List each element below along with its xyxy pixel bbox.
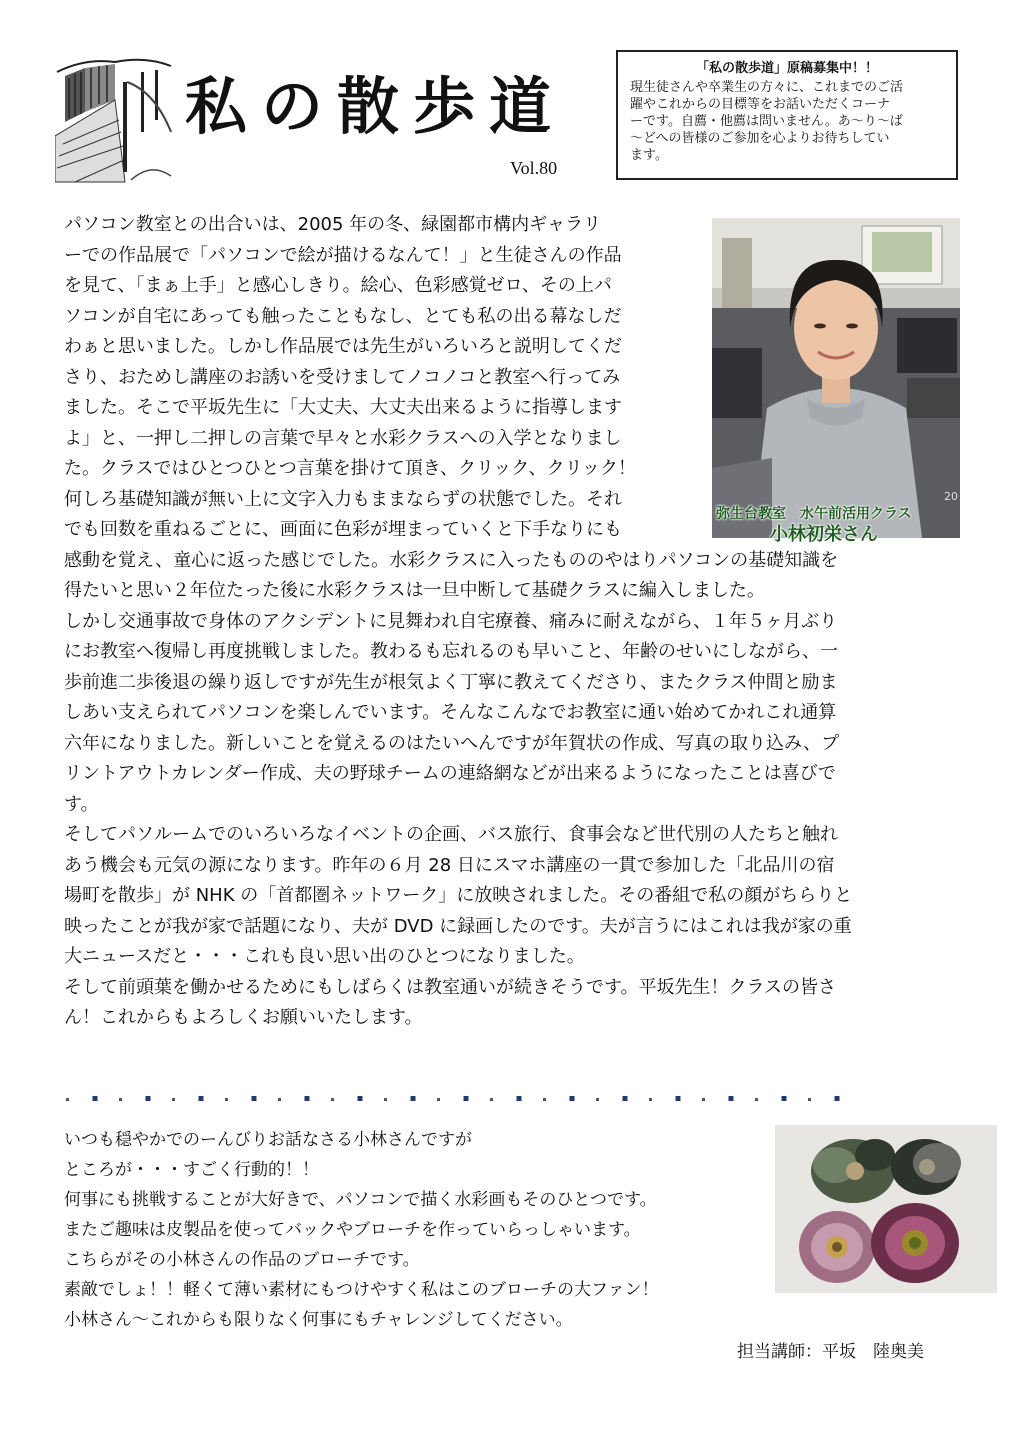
separator-dot <box>835 1096 840 1101</box>
closing-line: またご趣味は皮製品を使ってバックやブローチを作っていらっしゃいます。 <box>64 1220 641 1240</box>
article-line: よ」と、一押し二押しの言葉で早々と水彩クラスへの入学となりまし <box>64 427 622 449</box>
separator-dot <box>146 1096 151 1101</box>
article-line: ました。そこで平坂先生に「大丈夫、大丈夫出来るように指導します <box>64 397 622 418</box>
article-line: ーでの作品展で「パソコンで絵が描けるなんて！」と生徒さんの作品 <box>64 244 622 266</box>
separator-dot <box>358 1096 363 1101</box>
notice-line: 躍やこれからの目標等をお話いただくコーナ <box>630 97 891 112</box>
separator-dot <box>596 1098 599 1101</box>
photo-date-stamp: 20 <box>944 490 958 503</box>
separator-dot <box>676 1096 681 1101</box>
separator-dot <box>119 1098 122 1101</box>
notice-body <box>630 79 944 164</box>
closing-line: ところが・・・すごく行動的！！ <box>64 1160 319 1180</box>
article-line: そしてパソルームでのいろいろなイベントの企画、バス旅行、食事会など世代別の人たちと触れ <box>64 824 838 845</box>
article-line: あう機会も元気の源になります。昨年の６月 28 日にスマホ講座の一貫で参加した「北品川の宿 <box>64 854 835 876</box>
separator-dot <box>808 1098 811 1101</box>
separator-dot <box>252 1096 257 1101</box>
separator-dot <box>225 1098 228 1101</box>
separator-dot <box>702 1098 705 1101</box>
separator-dot <box>755 1098 758 1101</box>
street-sketch-illustration <box>55 52 173 184</box>
article-line: 何しろ基礎知識が無い上に文字入力もままならずの状態でした。それ <box>64 488 622 510</box>
closing-comment <box>64 1125 659 1335</box>
separator-dot <box>93 1096 98 1101</box>
article-line: さり、おためし講座のお誘いを受けましてノコノコと教室へ行ってみ <box>64 366 621 388</box>
notice-line: ーです。自薦・他薦は問いません。あ～り～ば <box>630 114 903 129</box>
separator-dot <box>437 1098 440 1101</box>
article-line: リントアウトカレンダー作成、夫の野球チームの連絡網などが出来るようになったことは喜びで <box>64 763 836 784</box>
notice-line: 現生徒さんや卒業生の方々に、これまでのご活 <box>630 80 904 95</box>
separator-dot <box>464 1096 469 1101</box>
article-line: 得たいと思い２年位たった後に水彩クラスは一旦中断して基礎クラスに編入しました。 <box>64 580 765 601</box>
separator-dot <box>570 1096 575 1101</box>
article-line: た。クラスではひとつひとつ言葉を掛けて頂き、クリック、クリック！ <box>64 458 636 479</box>
article-line: パソコン教室との出合いは、2005 年の冬、緑園都市構内ギャラリ <box>64 214 602 235</box>
brooch-photo <box>775 1125 997 1293</box>
separator-dot <box>649 1098 652 1101</box>
separator-dot <box>66 1098 69 1101</box>
article-line: わぁと思いました。しかし作品展では先生がいろいろと説明してくだ <box>64 336 622 357</box>
article-line: 場町を散歩」が NHK の「首都圏ネットワーク」に放映されました。その番組で私の顔がちらりと <box>64 885 853 906</box>
article-line: す。 <box>64 793 99 815</box>
closing-line: 何事にも挑戦することが大好きで、パソコンで描く水彩画もそのひとつです。 <box>64 1190 657 1210</box>
separator-dot <box>411 1096 416 1101</box>
separator-dot <box>729 1096 734 1101</box>
separator-dot <box>517 1096 522 1101</box>
separator-dot <box>623 1096 628 1101</box>
article-line: にお教室へ復帰し再度挑戦しました。教わるも忘れるのも早いこと、年齢のせいにしながら、一 <box>64 641 838 662</box>
portrait-caption-name: 小林初栄さん <box>770 524 878 545</box>
portrait-caption-class: 弥生台教室 水午前活用クラス <box>716 506 912 522</box>
separator-dot <box>543 1098 546 1101</box>
newsletter-title: 私の散歩道 <box>185 70 566 143</box>
closing-line: 素敵でしょ！！軽くて薄い素材にもつけやすく私はこのブローチの大ファン！ <box>64 1280 659 1300</box>
closing-line: いつも穏やかでのーんびりお話なさる小林さんですが <box>64 1130 472 1150</box>
separator-dot <box>331 1098 334 1101</box>
article-line: 歩前進二歩後退の繰り返しですが先生が根気よく丁寧に教えてくださり、またクラス仲間と励ま <box>64 671 838 693</box>
notice-title: 「私の散歩道」原稿募集中！！ <box>695 61 878 76</box>
article-line: しあい支えられてパソコンを楽しんでいます。そんなこんなでお教室に通い始めてかれこれ通算 <box>64 702 837 723</box>
submission-notice-box <box>616 50 958 180</box>
closing-line: こちらがその小林さんの作品のブローチです。 <box>64 1250 420 1270</box>
separator-dot <box>490 1098 493 1101</box>
closing-line: 小林さん～これからも限りなく何事にもチャレンジしてください。 <box>64 1310 573 1330</box>
article-line: でも回数を重ねるごとに、画面に色彩が埋まっていくと下手なりにも <box>64 519 622 540</box>
article-line: ソコンが自宅にあっても触ったこともなし、とても私の出る幕なしだ <box>64 305 622 327</box>
article-line: 感動を覚え、童心に返った感じでした。水彩クラスに入ったもののやはりパソコンの基礎知識を <box>64 549 839 571</box>
article-line: 六年になりました。新しいことを覚えるのはたいへんですが年賀状の作成、写真の取り込み、プ <box>64 732 840 754</box>
portrait-photo <box>712 218 960 538</box>
article-line: 大ニュースだと・・・これも良い思い出のひとつになりました。 <box>64 946 585 967</box>
dotted-separator <box>64 1093 844 1105</box>
article-line: 映ったことが我が家で話題になり、夫が DVD に録画したのです。夫が言うにはこれは我が家の重 <box>64 915 852 937</box>
article-line: そして前頭葉を働かせるためにもしばらくは教室通いが続きそうです。平坂先生！クラスの皆さ <box>64 976 837 998</box>
article-line: ん！これからもよろしくお願いいたします。 <box>64 1007 423 1028</box>
article-line: しかし交通事故で身体のアクシデントに見舞われ自宅療養、痛みに耐えながら、１年５ヶ月ぶり <box>64 610 838 632</box>
separator-dot <box>278 1098 281 1101</box>
article-line: を見て、「まぁ上手」と感心しきり。絵心、色彩感覚ゼロ、その上パ <box>64 275 612 296</box>
notice-line: ～どへの皆様のご参加を心よりお待ちしてい <box>630 131 890 146</box>
separator-dot <box>782 1096 787 1101</box>
separator-dot <box>384 1098 387 1101</box>
separator-dot <box>305 1096 310 1101</box>
volume-number: Vol.80 <box>510 158 558 178</box>
separator-dot <box>199 1096 204 1101</box>
instructor-signature: 担当講師：平坂 陸奥美 <box>737 1342 924 1362</box>
notice-line: ます。 <box>630 148 668 163</box>
separator-dot <box>172 1098 175 1101</box>
